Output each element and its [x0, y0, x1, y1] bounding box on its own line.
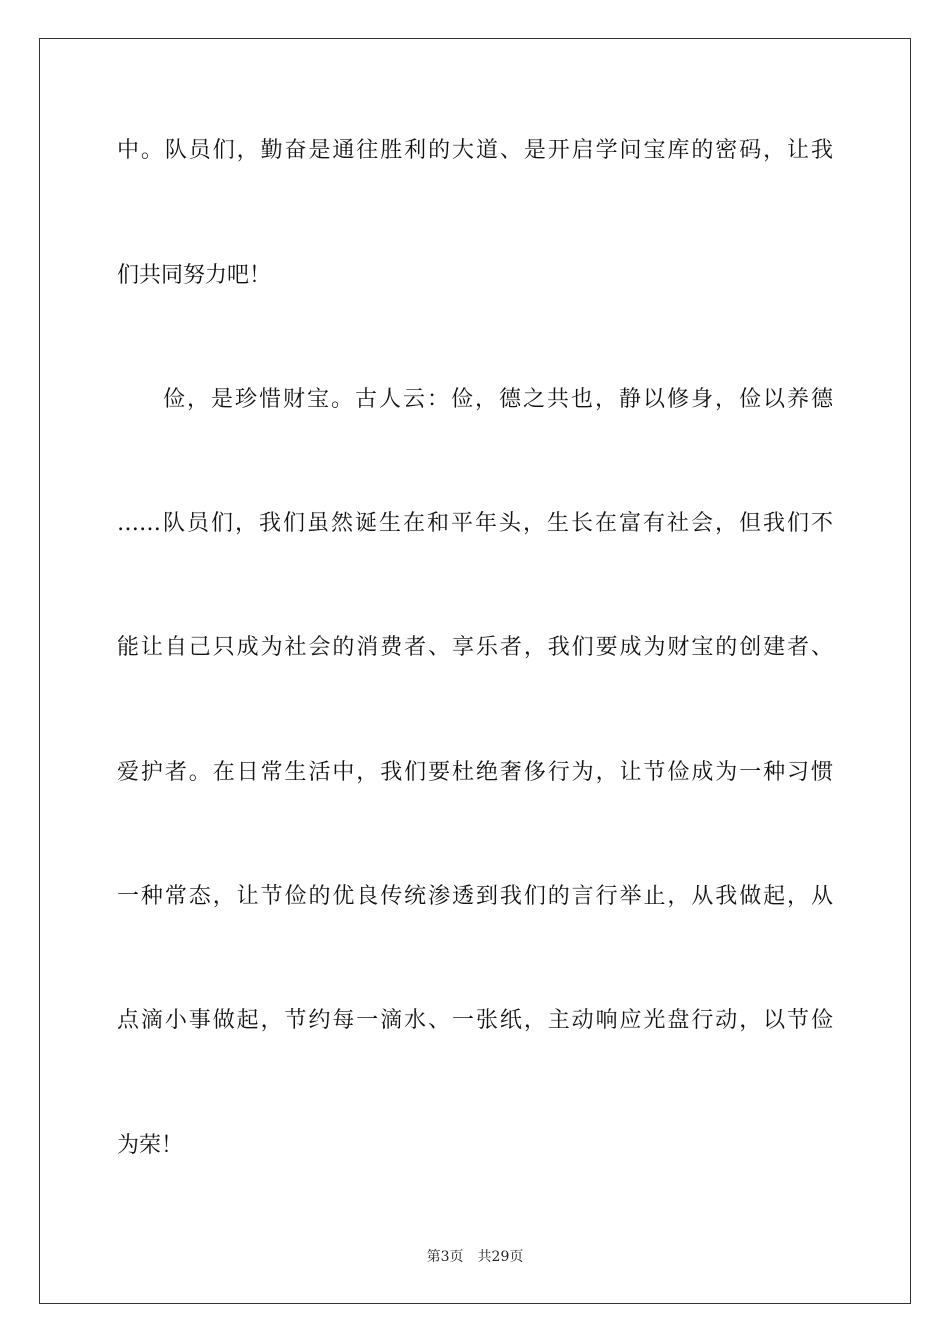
text-line-6: 爱护者。在日常生活中，我们要杜绝奢侈行为，让节俭成为一种习惯	[117, 760, 833, 785]
page-border	[39, 38, 911, 1304]
text-line-1: 中。队员们，勤奋是通往胜利的大道、是开启学问宝库的密码，让我	[117, 138, 833, 163]
text-line-7: 一种常态，让节俭的优良传统渗透到我们的言行举止，从我做起，从	[117, 884, 833, 909]
text-line-2: 们共同努力吧！	[117, 263, 272, 288]
text-line-8: 点滴小事做起，节约每一滴水、一张纸，主动响应光盘行动，以节俭	[117, 1008, 833, 1033]
page-number-current: 第3页	[426, 1249, 464, 1265]
text-line-9: 为荣！	[117, 1133, 184, 1158]
page-number-total: 共29页	[477, 1249, 524, 1265]
text-line-5: 能让自己只成为社会的消费者、享乐者，我们要成为财宝的创建者、	[117, 635, 833, 660]
page-footer	[0, 1248, 950, 1266]
text-line-4: ……队员们，我们虽然诞生在和平年头，生长在富有社会，但我们不	[117, 511, 833, 536]
text-line-3: 俭，是珍惜财宝。古人云：俭，德之共也，静以修身，俭以养德	[163, 387, 833, 412]
